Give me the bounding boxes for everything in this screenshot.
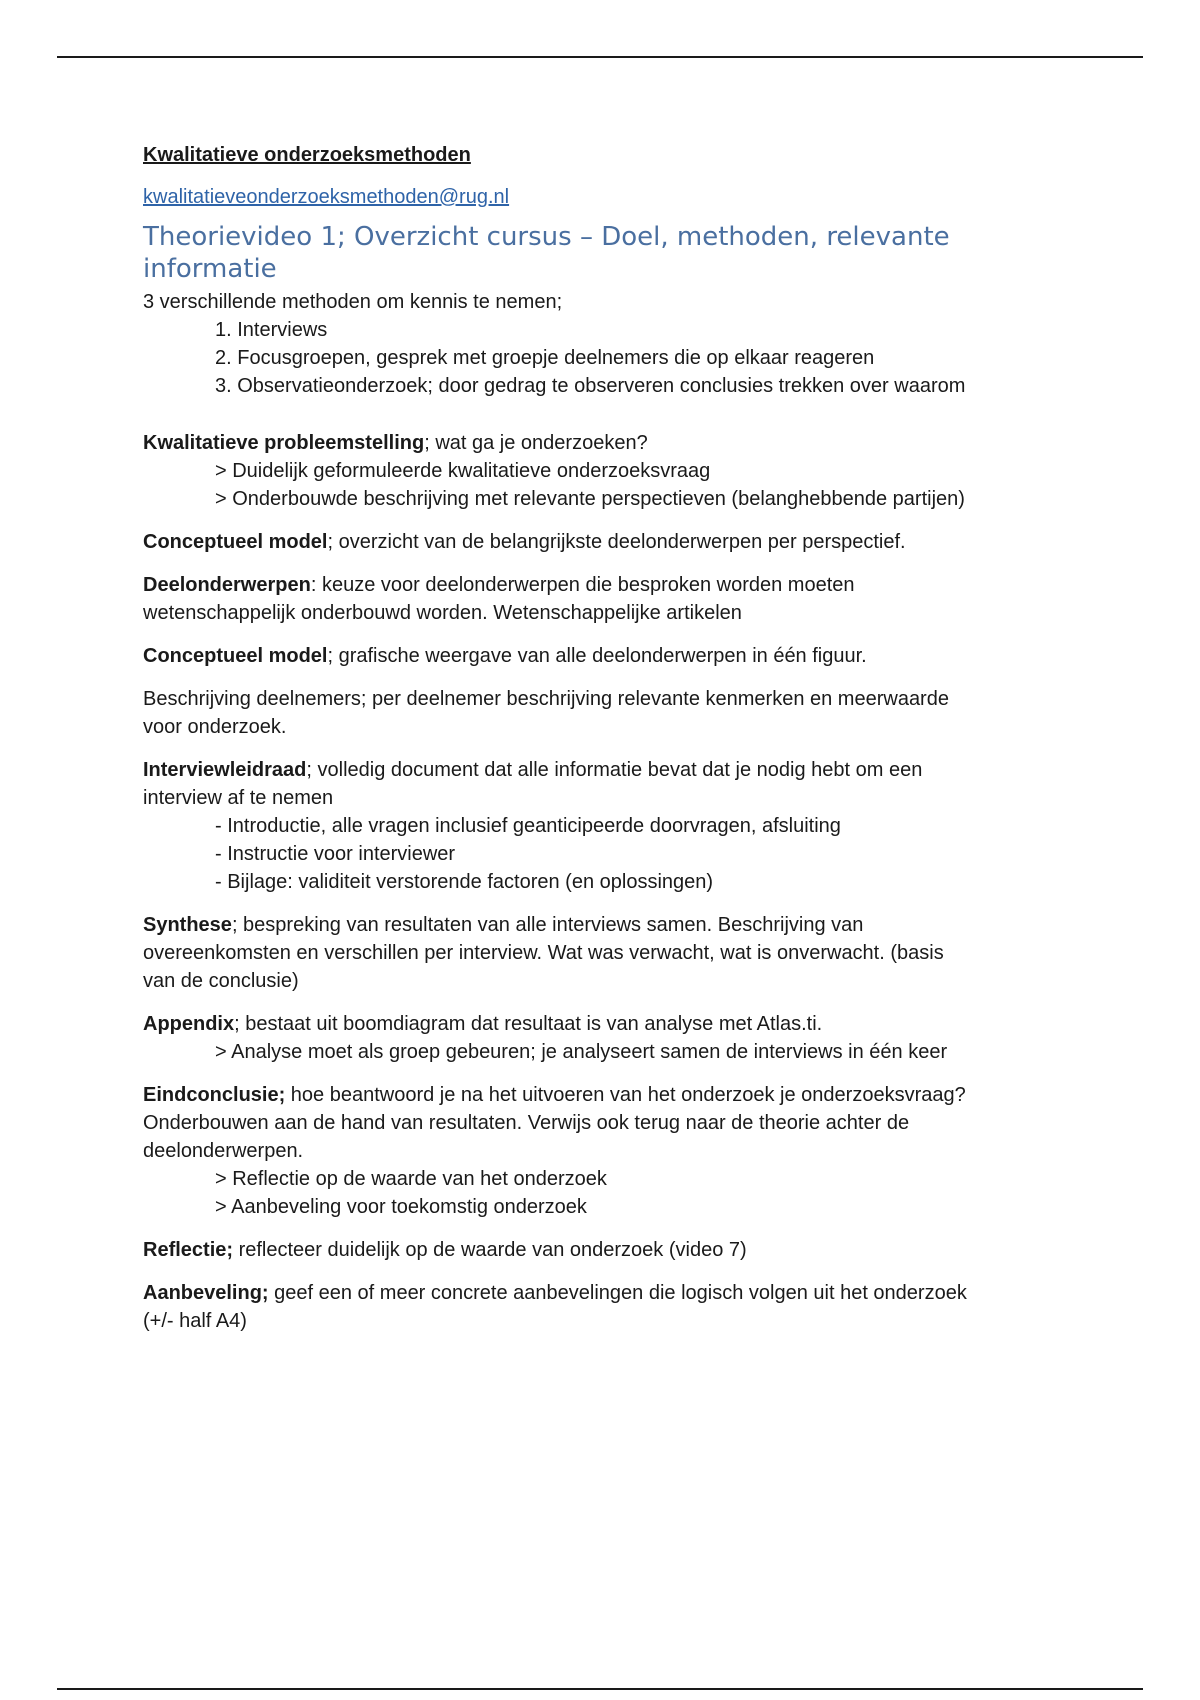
eindconclusie-line2: Onderbouwen aan de hand van resultaten. Verwijs ook terug naar de theorie achter de [143, 1112, 910, 1134]
probleemstelling-paragraph [143, 429, 1083, 457]
list-item: > Aanbeveling voor toekomstig onderzoek [215, 1196, 587, 1218]
term-deelonderwerpen: Deelonderwerpen [143, 574, 311, 596]
aanbeveling-paragraph [143, 1279, 1083, 1335]
list-item: > Onderbouwde beschrijving met relevante perspectieven (belanghebbende partijen) [215, 488, 965, 510]
aanbeveling-line1: geef een of meer concrete aanbevelingen die logisch volgen uit het onderzoek [268, 1282, 967, 1304]
deelnemers-line1: Beschrijving deelnemers; per deelnemer beschrijving relevante kenmerken en meerwaarde [143, 688, 949, 710]
list-item: > Duidelijk geformuleerde kwalitatieve onderzoeksvraag [215, 460, 711, 482]
list-item: - Instructie voor interviewer [215, 843, 456, 865]
term-reflectie: Reflectie; [143, 1239, 234, 1261]
interviewleidraad-line1: ; volledig document dat alle informatie bevat dat je nodig hebt om een [306, 759, 923, 781]
conceptueel-model-text: ; overzicht van de belangrijkste deelonderwerpen per perspectief. [327, 531, 906, 553]
methods-intro: 3 verschillende methoden om kennis te nemen; [143, 291, 563, 313]
term-aanbeveling: Aanbeveling; [143, 1282, 269, 1304]
list-item: 1. Interviews [215, 319, 328, 341]
term-conceptueel-model: Conceptueel model [143, 645, 328, 667]
eindconclusie-line3: deelonderwerpen. [143, 1140, 304, 1162]
deelonderwerpen-line2: wetenschappelijk onderbouwd worden. Wetenschappelijke artikelen [143, 602, 742, 624]
document-title: Kwalitatieve onderzoeksmethoden [143, 144, 471, 166]
reflectie-paragraph [143, 1236, 1083, 1264]
deelnemers-line2: voor onderzoek. [143, 716, 287, 738]
bottom-rule [57, 1688, 1143, 1690]
synthese-line3: van de conclusie) [143, 970, 299, 992]
list-item: - Bijlage: validiteit verstorende factoren (en oplossingen) [215, 871, 714, 893]
synthese-paragraph [143, 911, 1083, 995]
term-probleemstelling: Kwalitatieve probleemstelling [143, 432, 425, 454]
list-item: 3. Observatieonderzoek; door gedrag te observeren conclusies trekken over waarom [215, 375, 966, 397]
conceptueel-model-paragraph-1 [143, 528, 1083, 556]
list-item: > Reflectie op de waarde van het onderzoek [215, 1168, 607, 1190]
term-eindconclusie: Eindconclusie; [143, 1084, 286, 1106]
list-item: - Introductie, alle vragen inclusief geanticipeerde doorvragen, afsluiting [215, 815, 841, 837]
deelnemers-paragraph [143, 685, 1083, 741]
term-conceptueel-model: Conceptueel model [143, 531, 328, 553]
appendix-paragraph [143, 1010, 1083, 1038]
term-synthese: Synthese [143, 914, 232, 936]
list-item: > Analyse moet als groep gebeuren; je analyseert samen de interviews in één keer [215, 1041, 948, 1063]
email-link[interactable]: kwalitatieveonderzoeksmethoden@rug.nl [143, 186, 510, 208]
document-body [143, 141, 1083, 1335]
interviewleidraad-line2: interview af te nemen [143, 787, 334, 809]
synthese-line2: overeenkomsten en verschillen per interview. Wat was verwacht, wat is onverwacht. (basis [143, 942, 944, 964]
eindconclusie-line1: hoe beantwoord je na het uitvoeren van het onderzoek je onderzoeksvraag? [285, 1084, 966, 1106]
aanbeveling-line2: (+/- half A4) [143, 1310, 247, 1332]
list-item: 2. Focusgroepen, gesprek met groepje deelnemers die op elkaar reageren [215, 347, 875, 369]
top-rule [57, 56, 1143, 58]
probleemstelling-text: ; wat ga je onderzoeken? [424, 432, 648, 454]
synthese-line1: ; bespreking van resultaten van alle interviews samen. Beschrijving van [231, 914, 864, 936]
methods-list [143, 316, 1083, 400]
interviewleidraad-paragraph [143, 756, 1083, 812]
conceptueel-model-text: ; grafische weergave van alle deelonderwerpen in één figuur. [327, 645, 867, 667]
reflectie-text: reflecteer duidelijk op de waarde van onderzoek (video 7) [233, 1239, 747, 1261]
deelonderwerpen-line1: : keuze voor deelonderwerpen die besproken worden moeten [310, 574, 855, 596]
term-appendix: Appendix [143, 1013, 235, 1035]
deelonderwerpen-paragraph [143, 571, 1083, 627]
section-heading [143, 221, 1083, 285]
appendix-text: ; bestaat uit boomdiagram dat resultaat is van analyse met Atlas.ti. [234, 1013, 823, 1035]
section-heading-line2: informatie [143, 254, 277, 284]
section-heading-line1: Theorievideo 1; Overzicht cursus – Doel, methoden, relevante [143, 222, 950, 252]
eindconclusie-paragraph [143, 1081, 1083, 1165]
conceptueel-model-paragraph-2 [143, 642, 1083, 670]
term-interviewleidraad: Interviewleidraad [143, 759, 307, 781]
